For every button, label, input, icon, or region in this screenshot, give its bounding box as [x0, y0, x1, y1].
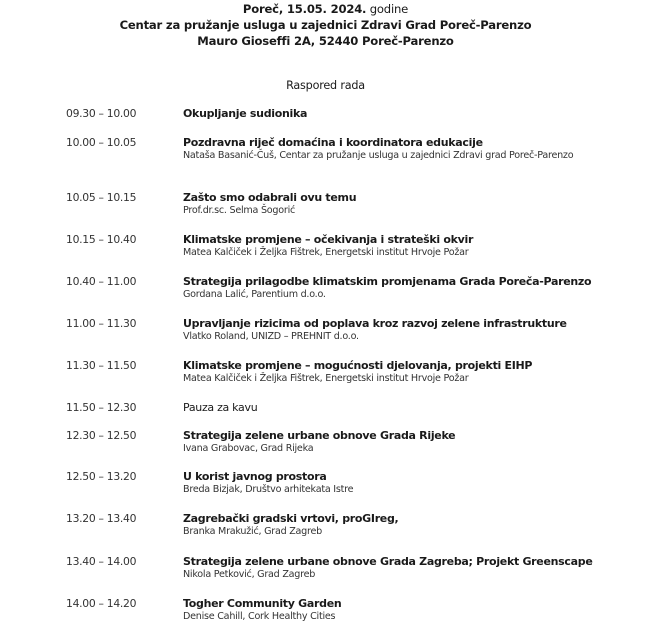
- time-slot: 11.30 – 11.50: [66, 359, 137, 372]
- session-title: Strategija zelene urbane obnove Grada Zagreba; Projekt Greenscape: [183, 555, 593, 568]
- time-slot: 10.00 – 10.05: [66, 136, 137, 149]
- session-speaker: Denise Cahill, Cork Healthy Cities: [183, 611, 336, 622]
- venue-line: Centar za pružanje usluga u zajednici Zdravi Grad Poreč-Parenzo: [119, 18, 532, 32]
- session-title: Strategija zelene urbane obnove Grada Rijeke: [183, 429, 456, 442]
- session-title: Upravljanje rizicima od poplava kroz razvoj zelene infrastrukture: [183, 317, 567, 330]
- session-speaker: Nikola Petković, Grad Zagreb: [183, 569, 316, 580]
- time-slot: 11.50 – 12.30: [66, 401, 137, 414]
- session-title: Zašto smo odabrali ovu temu: [183, 191, 357, 204]
- time-slot: 10.15 – 10.40: [66, 233, 137, 246]
- session-speaker: Ivana Grabovac, Grad Rijeka: [183, 443, 314, 454]
- session-speaker: Gordana Lalić, Parentium d.o.o.: [183, 289, 326, 300]
- time-slot: 09.30 – 10.00: [66, 107, 137, 120]
- time-slot: 14.00 – 14.20: [66, 597, 137, 610]
- event-date: Poreč, 15.05. 2024.: [242, 2, 367, 16]
- session-speaker: Breda Bizjak, Društvo arhitekata Istre: [183, 484, 354, 495]
- date-line: [0, 1, 651, 17]
- session-speaker: Prof.dr.sc. Selma Šogorić: [183, 205, 296, 216]
- document-header: [0, 1, 651, 49]
- session-speaker: Branka Mrakužić, Grad Zagreb: [183, 526, 322, 537]
- schedule-heading: Raspored rada: [286, 79, 365, 92]
- session-title: Pauza za kavu: [183, 401, 258, 414]
- time-slot: 13.40 – 14.00: [66, 555, 137, 568]
- date-suffix: godine: [366, 2, 409, 16]
- session-title: Pozdravna riječ domaćina i koordinatora edukacije: [183, 136, 483, 149]
- time-slot: 11.00 – 11.30: [66, 317, 137, 330]
- session-title: Togher Community Garden: [183, 597, 342, 610]
- time-slot: 12.50 – 13.20: [66, 470, 137, 483]
- session-title: Strategija prilagodbe klimatskim promjenama Grada Poreča-Parenzo: [183, 275, 592, 288]
- time-slot: 12.30 – 12.50: [66, 429, 137, 442]
- time-slot: 10.05 – 10.15: [66, 191, 137, 204]
- address-line: Mauro Gioseffi 2A, 52440 Poreč-Parenzo: [197, 34, 454, 48]
- session-speaker: Vlatko Roland, UNIZD – PREHNIT d.o.o.: [183, 331, 359, 342]
- session-title: Zagrebački gradski vrtovi, proGIreg,: [183, 512, 399, 525]
- session-speaker: Matea Kalčiček i Željka Fištrek, Energetski institut Hrvoje Požar: [183, 247, 469, 258]
- time-slot: 10.40 – 11.00: [66, 275, 137, 288]
- session-title: Okupljanje sudionika: [183, 107, 308, 120]
- session-title: U korist javnog prostora: [183, 470, 327, 483]
- session-title: Klimatske promjene – očekivanja i strateški okvir: [183, 233, 474, 246]
- session-speaker: Nataša Basanić-Čuš, Centar za pružanje usluga u zajednici Zdravi grad Poreč-Parenzo: [183, 150, 574, 161]
- session-title: Klimatske promjene – mogućnosti djelovanja, projekti EIHP: [183, 359, 533, 372]
- session-speaker: Matea Kalčiček i Željka Fištrek, Energetski institut Hrvoje Požar: [183, 373, 469, 384]
- time-slot: 13.20 – 13.40: [66, 512, 137, 525]
